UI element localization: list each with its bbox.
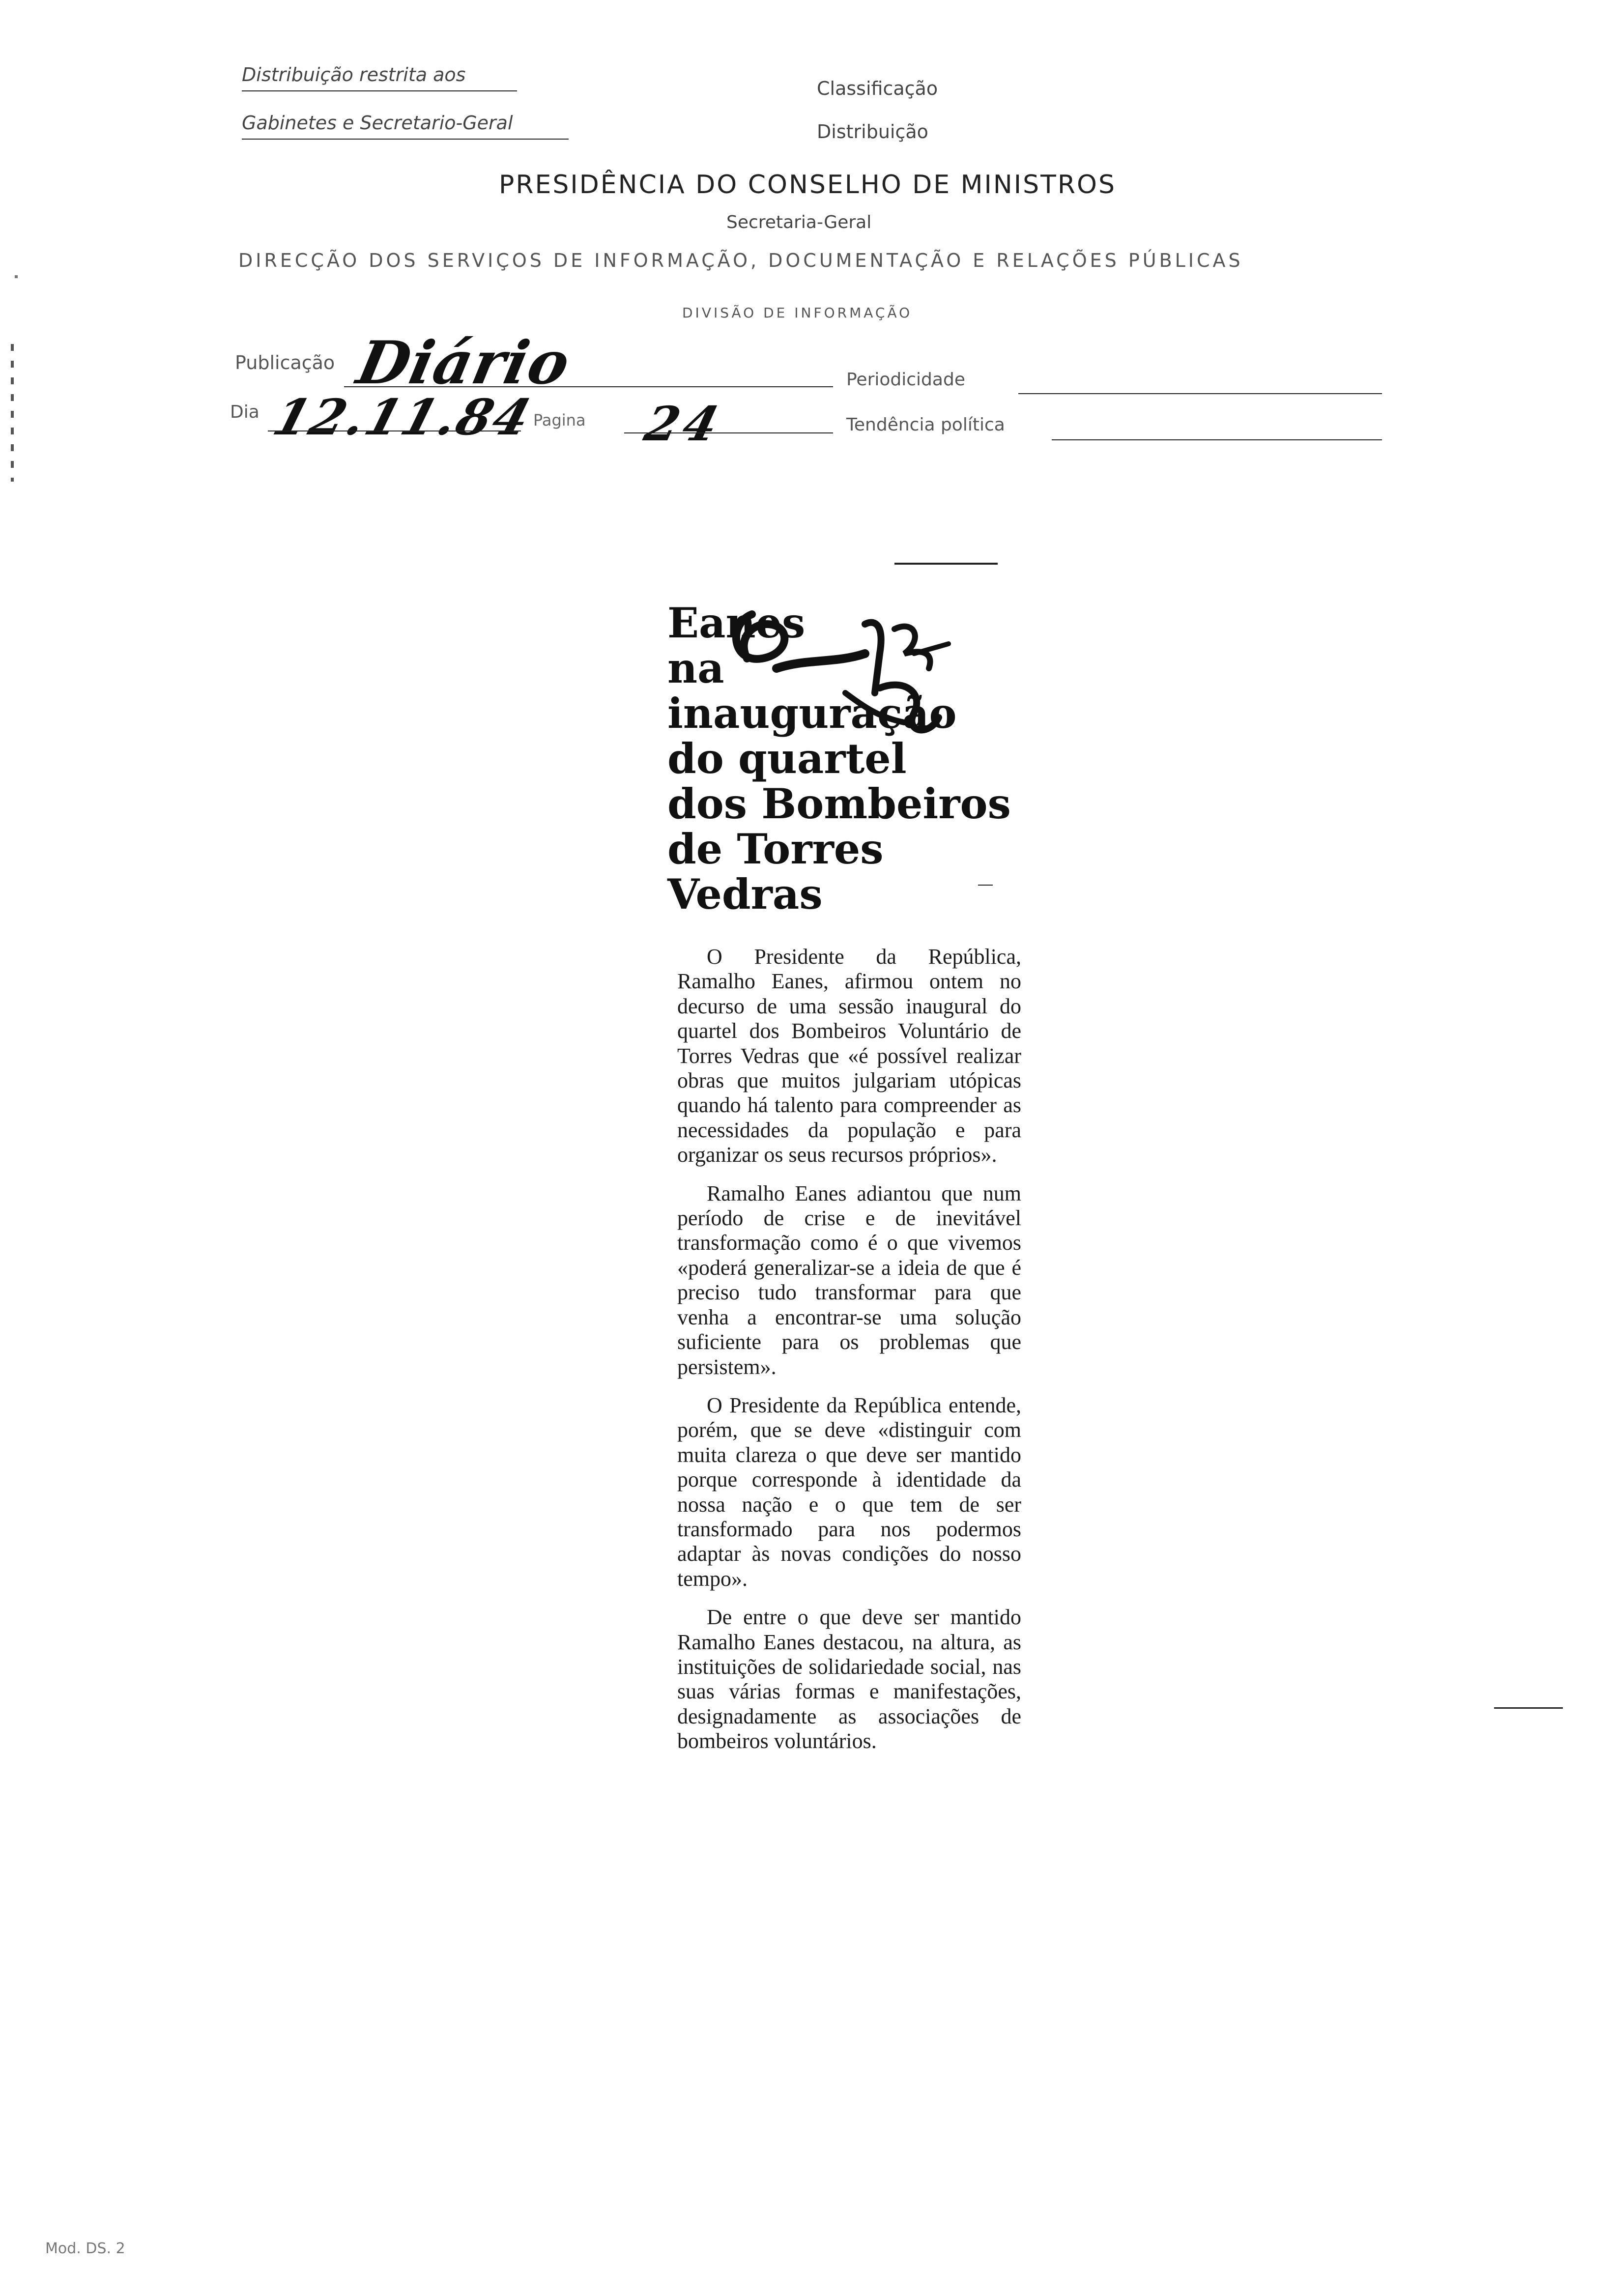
pagina-label: Pagina	[533, 411, 586, 430]
article-paragraph: O Presidente da República, Ramalho Eanes, afirmou ontem no decurso de uma sessão inaugural do quartel dos Bombeiros Voluntário de Torres Vedras que «é possível realizar obras que muitos julgariam utópicas quando há talento para compreender as necessidades da população e para organizar os seus recursos próprios».	[677, 945, 1021, 1167]
pagina-underline	[624, 432, 833, 433]
article-paragraph: O Presidente da República entende, porém, que se deve «distinguir com muita clareza o que deve ser mantido porque corresponde à identidade da nossa nação e o que tem de ser transformado para nos podermos adaptar às novas condições do nosso tempo».	[677, 1393, 1021, 1591]
periodicidade-label: Periodicidade	[846, 370, 965, 390]
right-margin-dash	[1494, 1707, 1563, 1709]
restricted-underline-1	[242, 90, 517, 91]
restricted-underline-2	[242, 139, 569, 140]
headline-line: dos Bombeiros	[667, 779, 1011, 828]
direccao-title: DIRECÇÃO DOS SERVIÇOS DE INFORMAÇÃO, DOCUMENTAÇÃO E RELAÇÕES PÚBLICAS	[238, 250, 1243, 271]
dia-underline	[268, 430, 521, 431]
publicacao-label: Publicação	[235, 352, 335, 373]
tendencia-label: Tendência política	[846, 415, 1005, 435]
secretaria-label: Secretaria-Geral	[726, 212, 872, 232]
classificacao-label: Classificação	[817, 78, 938, 99]
margin-dot	[15, 275, 18, 278]
headline-line: do quartel	[667, 734, 907, 783]
headline-line: Eanes	[667, 599, 806, 647]
headline-line: de Torres	[667, 825, 884, 873]
presidencia-title: PRESIDÊNCIA DO CONSELHO DE MINISTROS	[499, 170, 1116, 200]
restricted-line-2: Gabinetes e Secretario-Geral	[242, 112, 513, 134]
dia-label: Dia	[230, 402, 259, 422]
restricted-line-1: Distribuição restrita aos	[242, 64, 466, 86]
pagina-value: 24	[639, 396, 729, 452]
footer-form-code: Mod. DS. 2	[45, 2240, 125, 2257]
headline-line: na	[667, 644, 724, 692]
periodicidade-underline	[1018, 393, 1382, 394]
margin-marks	[11, 344, 14, 482]
publicacao-value: Diário	[351, 328, 577, 398]
right-margin-dash-small	[978, 885, 993, 886]
headline-line: Vedras	[667, 870, 823, 918]
article-paragraph: De entre o que deve ser mantido Ramalho Eanes destacou, na altura, as instituições de solidariedade social, nas suas várias formas e manifestações, designadamente as associações de bombeiros voluntários.	[677, 1605, 1021, 1753]
clipping-top-rule	[894, 563, 998, 565]
dia-value: 12.11.84	[267, 388, 539, 446]
article-body	[677, 945, 1021, 1768]
distribuicao-label: Distribuição	[817, 121, 928, 143]
divisao-label: DIVISÃO DE INFORMAÇÃO	[682, 305, 913, 321]
publicacao-underline	[344, 386, 833, 387]
tendencia-underline	[1052, 439, 1382, 440]
article-paragraph: Ramalho Eanes adiantou que num período de crise e de inevitável transformação como é o que vivemos «poderá generalizar-se a ideia de que é preciso tudo transformar para que venha a encontrar-se uma solução suficiente para os problemas que persistem».	[677, 1181, 1021, 1379]
headline-line: inauguração	[667, 689, 957, 738]
handwritten-annotation-scribble	[718, 595, 973, 757]
